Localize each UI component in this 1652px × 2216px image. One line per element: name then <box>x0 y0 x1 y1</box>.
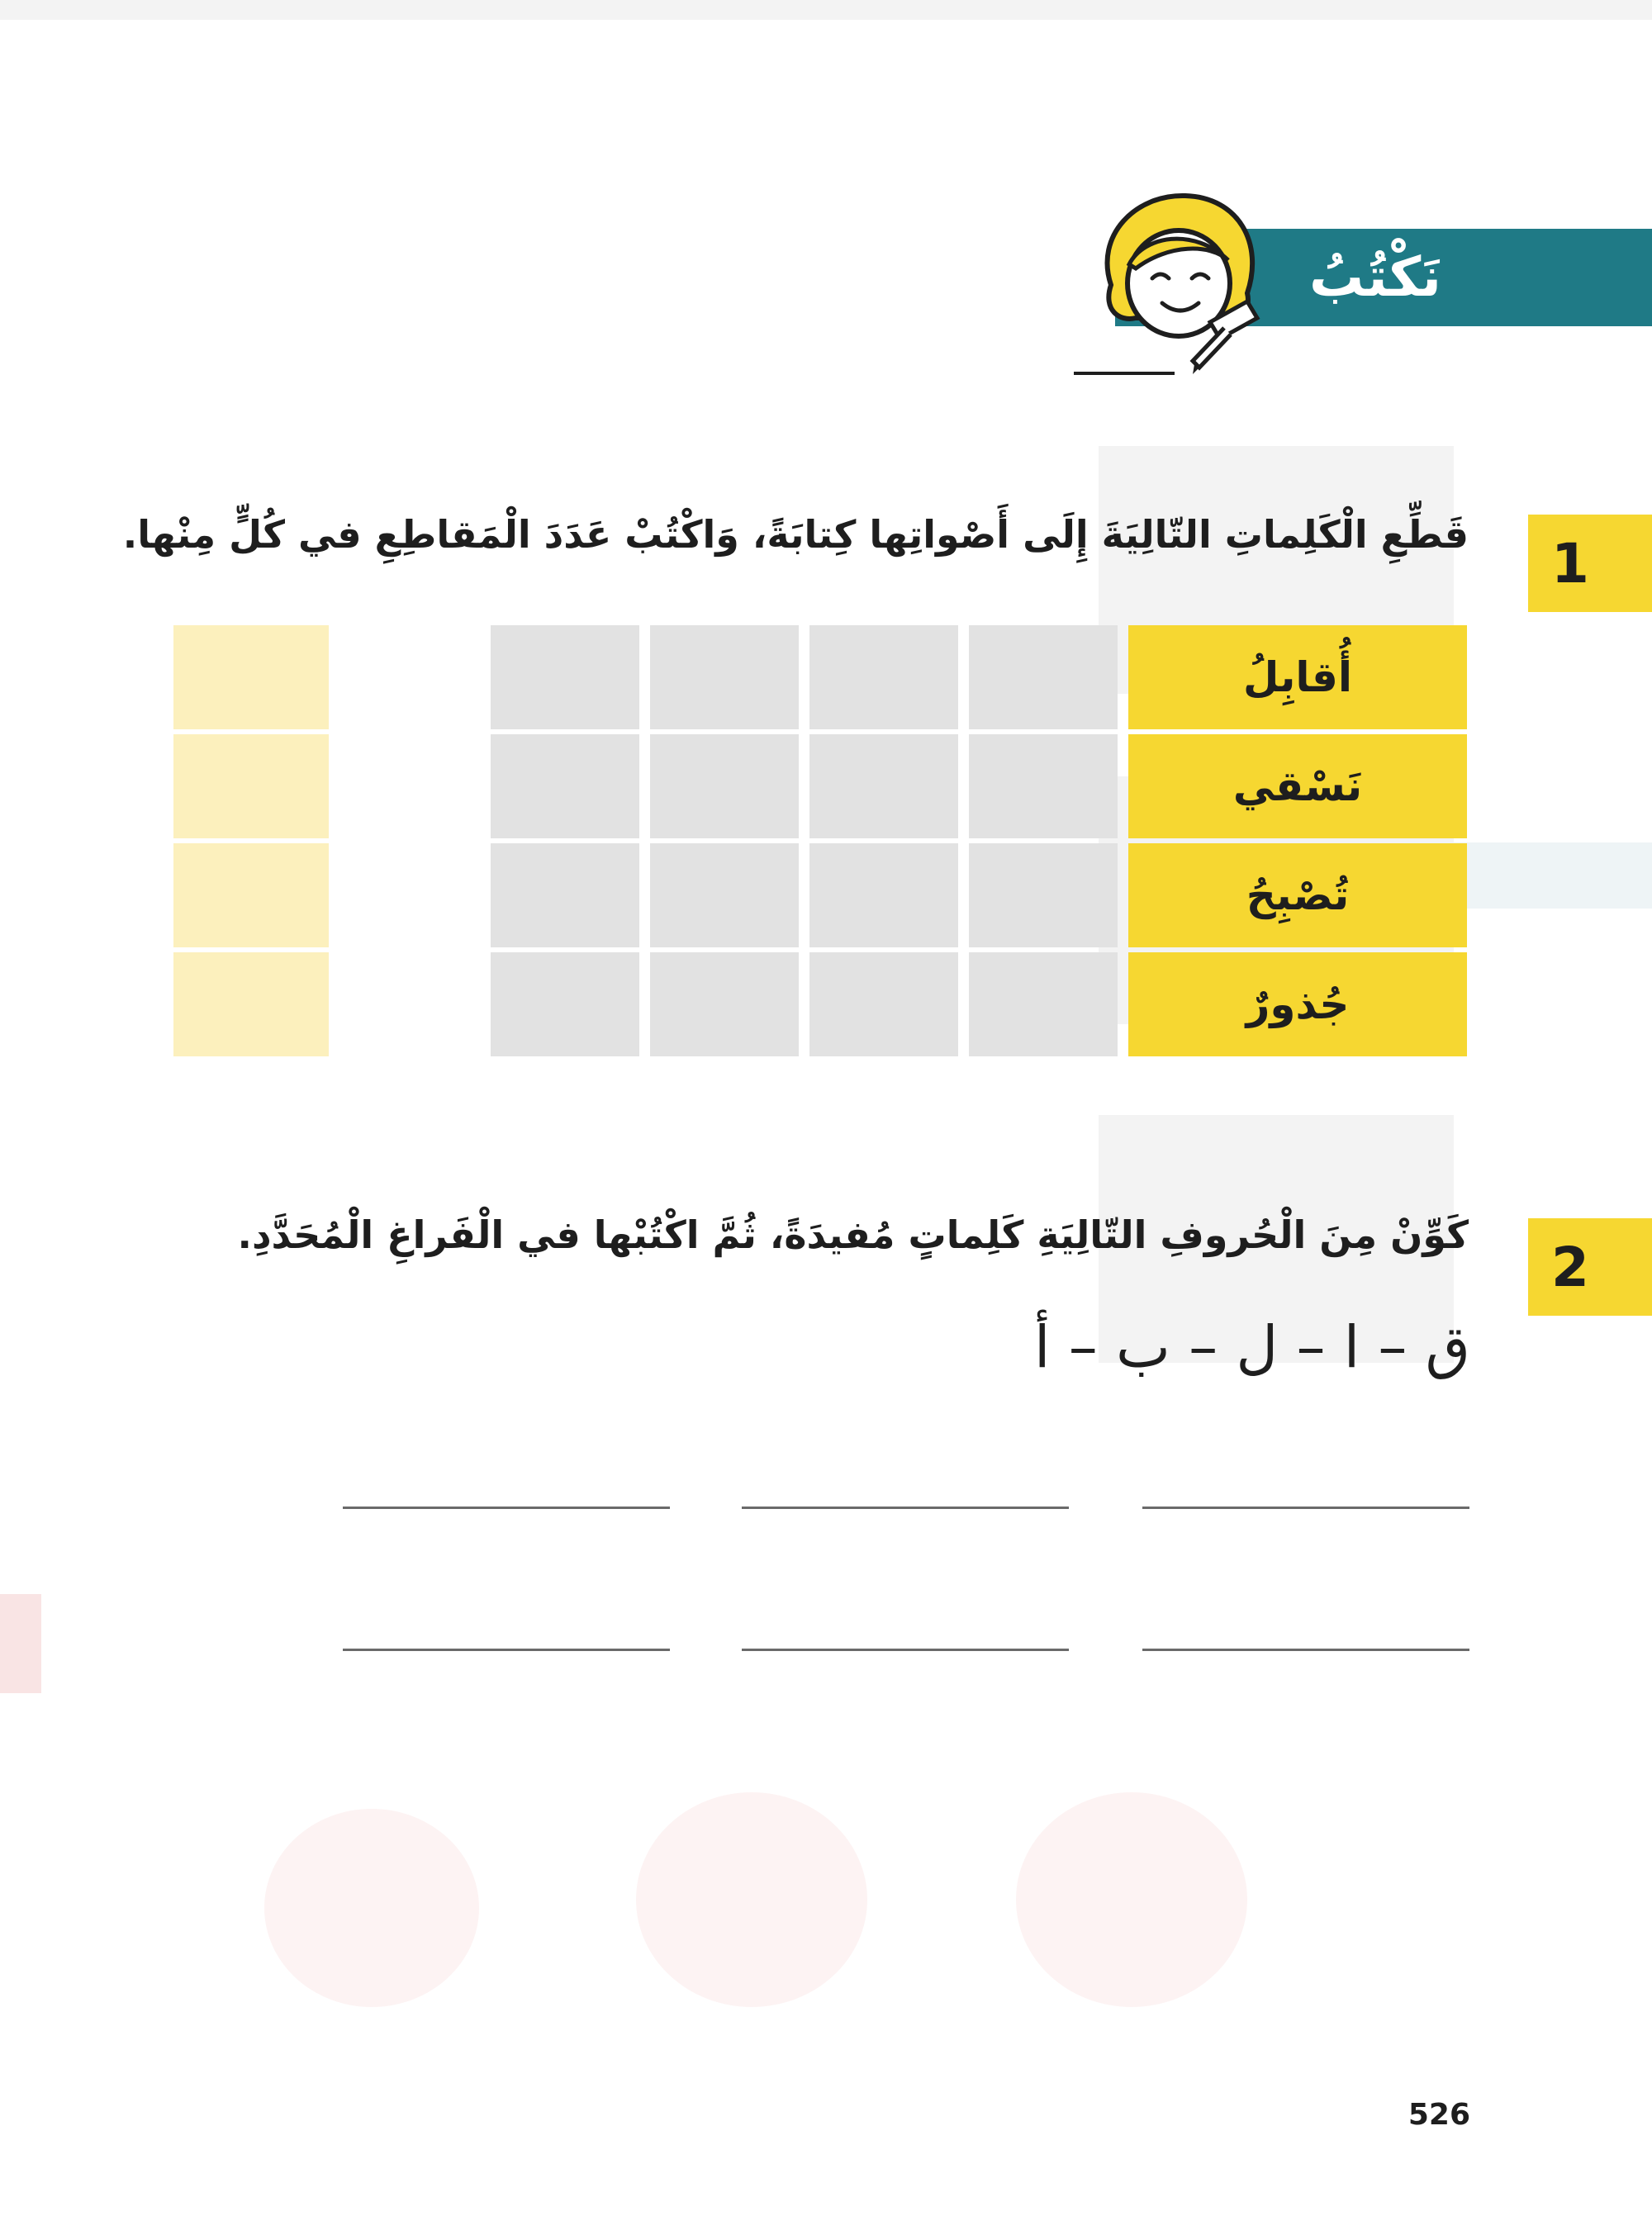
syllable-cell[interactable] <box>491 952 639 1056</box>
syllable-cell[interactable] <box>650 734 799 838</box>
word-cell: جُذورٌ <box>1128 952 1467 1056</box>
section-title: نَكْتُبُ <box>1309 244 1441 309</box>
syllable-cell[interactable] <box>809 734 958 838</box>
word-cell: تُصْبِحُ <box>1128 843 1467 947</box>
answer-line[interactable] <box>742 1507 1069 1509</box>
bleed-through-circle-2 <box>636 1792 867 2007</box>
letter-set: ق – ا – ل – ب – أ <box>1034 1313 1470 1381</box>
bleed-through-circle-1 <box>264 1809 479 2007</box>
answer-line[interactable] <box>742 1649 1069 1651</box>
syllable-cell[interactable] <box>491 625 639 729</box>
answer-line[interactable] <box>343 1649 670 1651</box>
bleed-through-top-bar <box>0 0 1652 20</box>
syllable-cell[interactable] <box>650 843 799 947</box>
exercise-number-2: 2 <box>1528 1218 1652 1316</box>
syllable-count-cell[interactable] <box>173 952 329 1056</box>
exercise-number-1: 1 <box>1528 515 1652 612</box>
syllable-count-cell[interactable] <box>173 843 329 947</box>
syllable-cell[interactable] <box>809 952 958 1056</box>
girl-with-pencil-icon <box>1086 186 1268 376</box>
answer-line[interactable] <box>1142 1649 1469 1651</box>
syllable-cell[interactable] <box>969 734 1118 838</box>
bleed-through-circle-3 <box>1016 1792 1247 2007</box>
syllable-cell[interactable] <box>809 625 958 729</box>
syllable-cell[interactable] <box>969 952 1118 1056</box>
bleed-through-edge-mark <box>0 1594 41 1693</box>
syllable-count-cell[interactable] <box>173 734 329 838</box>
word-cell: أُقابِلُ <box>1128 625 1467 729</box>
page-number: 526 <box>1408 2098 1470 2132</box>
banner-underline <box>1074 372 1175 375</box>
syllable-cell[interactable] <box>650 952 799 1056</box>
syllable-cell[interactable] <box>809 843 958 947</box>
syllable-cell[interactable] <box>969 625 1118 729</box>
answer-line[interactable] <box>1142 1507 1469 1509</box>
syllable-cell[interactable] <box>491 734 639 838</box>
exercise-1-instruction: قَطِّعِ الْكَلِماتِ التّالِيَةَ إِلَى أَصْواتِها كِتابَةً، وَاكْتُبْ عَدَدَ الْمَقاطِعِ في كُلٍّ مِنْها. <box>122 512 1469 557</box>
syllable-cell[interactable] <box>650 625 799 729</box>
exercise-2-instruction: كَوِّنْ مِنَ الْحُروفِ التّالِيَةِ كَلِماتٍ مُفيدَةً، ثُمَّ اكْتُبْها في الْفَراغِ الْمُحَدَّدِ. <box>237 1212 1469 1257</box>
syllable-cell[interactable] <box>969 843 1118 947</box>
word-cell: نَسْقي <box>1128 734 1467 838</box>
syllable-cell[interactable] <box>491 843 639 947</box>
syllable-count-cell[interactable] <box>173 625 329 729</box>
answer-line[interactable] <box>343 1507 670 1509</box>
